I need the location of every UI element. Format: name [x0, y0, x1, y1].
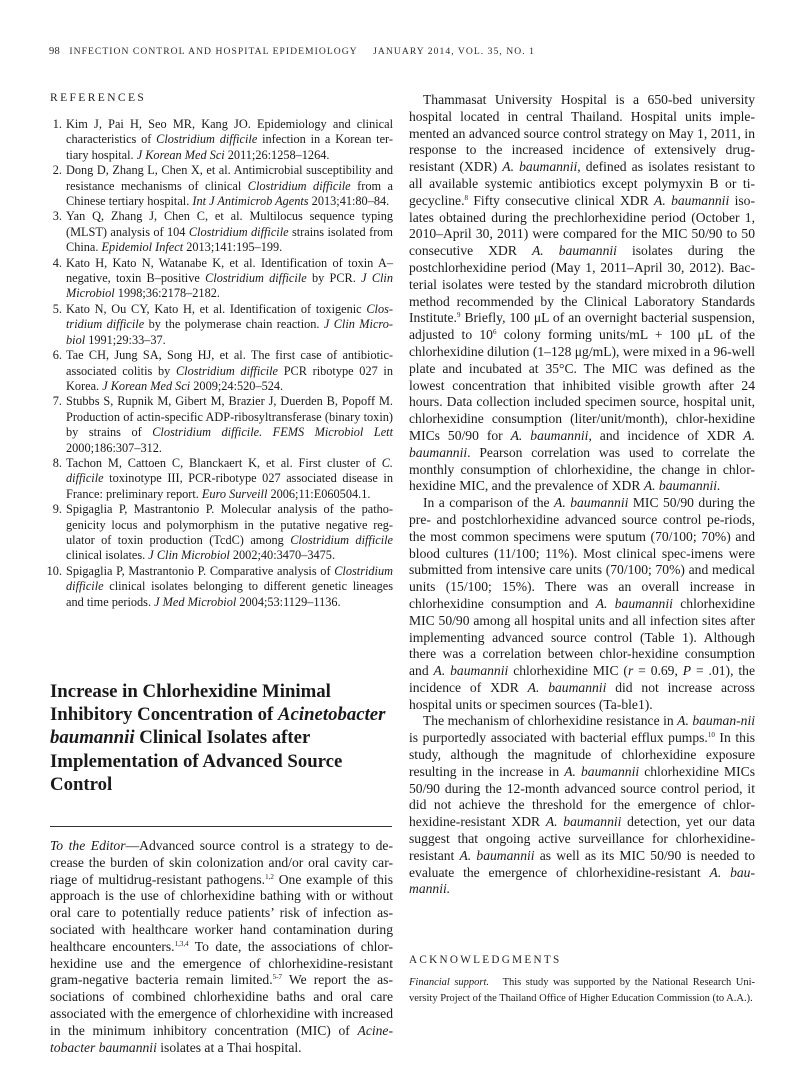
- reference-text: Dong D, Zhang L, Chen X, et al. Antimicrobial susceptibility and resistance mechanisms of clinical Clostridium difficile from a Chinese tertiary hospital. Int J Antimicrob Agents 2013;41:80–84.: [66, 163, 393, 209]
- reference-number: 10.: [46, 563, 62, 578]
- body-paragraph-methods: Thammasat University Hospital is a 650-bed university hospital located in central Thailand. Hospital units imple-mented an advanced source control strategy on May 1, 2011, in response to the increased incidence of extensively drug-resistant (XDR) A. baumannii, defined as isolates resistant to all available systemic antibiotics except polymyxin B or ti-gecycline.$^8$ Fifty consecutive clinical XDR A. baumannii iso-lates obtained during the prechlorhexidine period (October 1, 2010–April 30, 2011) were compared for the MIC 50/90 to 50 consecutive XDR A. baumannii isolates during the postchlorhexidine period (May 1, 2011–April 30, 2012). Bac-terial isolates were tested by the standard microbroth dilution method recommended by the Clinical Laboratory Standards Institute.$^9$ Briefly, 100 μL of an overnight bacterial suspension, adjusted to $10^6$ colony forming units/mL + 100 μL of the chlorhexidine dilution (1–128 μg/mL), were mixed in a 96-well plate and incubated at 35°C. The MIC was defined as the lowest concentration that inhibited visible growth after 24 hours. Data collection included specimen source, hospital unit, chlorhexidine consumption (liter/unit/month), chlor-hexidine MICs 50/90 for A. baumannii, and incidence of XDR A. baumannii. Pearson correlation was used to correlate the monthly consumption of chlorhexidine, the change in chlor-hexidine MIC, and the prevalence of XDR A. baumannii.: [409, 92, 755, 494]
- journal-name: INFECTION CONTROL AND HOSPITAL EPIDEMIOLOGY: [69, 46, 358, 57]
- reference-text: Tae CH, Jung SA, Song HJ, et al. The first case of antibiotic-associated colitis by Clostridium difficile PCR ribotype 027 in Korea. J Korean Med Sci 2009;24:520–524.: [66, 348, 393, 393]
- references-list: [46, 117, 394, 610]
- reference-text: Spigaglia P, Mastrantonio P. Comparative analysis of Clostridium difficile clinical isolates belonging to different genetic lineages and time periods. J Med Microbiol 2004;53:1129–1136.: [66, 563, 393, 609]
- references-heading: REFERENCES: [50, 92, 147, 104]
- reference-number: 7.: [52, 394, 62, 409]
- title-divider: [50, 826, 392, 827]
- issue-info: JANUARY 2014, VOL. 35, NO. 1: [373, 46, 535, 57]
- reference-text: Yan Q, Zhang J, Chen C, et al. Multilocus sequence typing (MLST) analysis of 104 Clostridium difficile strains isolated from China. Epidemiol Infect 2013;141:195–199.: [66, 209, 394, 255]
- body-paragraph-results: In a comparison of the A. baumannii MIC 50/90 during the pre- and postchlorhexidine advanced source control pe-riods, the most common specimens were sputum (70/100; 70%) and blood cultures (11/100; 11%). Most clinical spec-imens were submitted from intensive care units (70/100; 70%) and medical units (15/100; 15%). There was an overall increase in chlorhexidine consumption and A. baumannii chlorhexidine MIC 50/90 among all hospital units and all infection sites after implementing advanced source control (Table 1). Although there was a correlation between chlor-hexidine consumption and A. baumannii chlorhexidine MIC (r = 0.69, P = .01), the incidence of XDR A. baumannii did not increase across hospital units or specimen sources (Ta-ble1).: [409, 495, 756, 712]
- right-column: [409, 92, 755, 1016]
- article-intro-paragraph: To the Editor—Advanced source control is a strategy to de-crease the burden of skin colonization and/or oral cavity car-riage of multidrug-resistant pathogens.$^{1,2}$ One example of this approach is the use of chlorhexidine bathing with or without oral care to potentially reduce patients’ risk of infection as-sociated with healthcare worker hand contamination during healthcare encounters.$^{1,3,4}$ To date, the associations of chlor-hexidine use and the emergence of chlorhexidine-resistant gram-negative bacteria remain limited.$^{5-7}$ We report the as-sociations of combined chlorhexidine baths and oral care associated with the emergence of chlorhexidine with increased in the minimum inhibitory concentration (MIC) of Acine-tobacter baumannii isolates at a Thai hospital.: [50, 838, 393, 1055]
- reference-item: [50, 348, 393, 394]
- reference-item: [50, 302, 393, 348]
- reference-number: 3.: [52, 209, 62, 224]
- reference-number: 6.: [52, 348, 62, 363]
- reference-number: 5.: [52, 301, 62, 316]
- reference-item: [50, 456, 393, 502]
- reference-item: [50, 209, 393, 255]
- reference-number: 8.: [52, 455, 62, 470]
- article-title: Increase in Chlorhexidine Minimal Inhibitory Concentration of Acinetobacter baumannii Clinical Isolates after Implementation of Advanced Source Control: [50, 681, 386, 795]
- reference-item: [50, 394, 393, 456]
- reference-text: Kato N, Ou CY, Kato H, et al. Identification of toxigenic Clos-tridium difficile by the polymerase chain reaction. J Clin Micro-biol 1991;29:33–37.: [66, 301, 394, 347]
- reference-text: Stubbs S, Rupnik M, Gibert M, Brazier J, Duerden B, Popoff M. Production of actin-specific ADP-ribosyltransferase (binary toxin) by strains of Clostridium difficile. FEMS Microbiol Lett 2000;186:307–312.: [66, 394, 394, 455]
- reference-number: 1.: [52, 117, 62, 131]
- reference-text: Kim J, Pai H, Seo MR, Kang JO. Epidemiology and clinical characteristics of Clostridium difficile infection in a Korean ter-tiary hospital. J Korean Med Sci 2011;26:1258–1264.: [66, 117, 393, 162]
- left-column: [46, 92, 394, 1056]
- reference-item: [50, 163, 393, 209]
- page-number: 98: [49, 46, 60, 57]
- reference-text: Spigaglia P, Mastrantonio P. Molecular analysis of the patho-genicity locus and polymorphism in the putative negative reg-ulator of toxin production (TcdC) among Clostridium difficile clinical isolates. J Clin Microbiol 2002;40:3470–3475.: [66, 502, 394, 563]
- reference-item: [50, 117, 393, 163]
- body-paragraph-discussion: The mechanism of chlorhexidine resistance in A. bauman-nii is purportedly associated with bacterial efflux pumps.$^{10}$ In this study, although the magnitude of chlorhexidine exposure resulting in the increase in A. baumannii chlorhexidine MICs 50/90 during the 12-month advanced source control period, it did not achieve the threshold for the emergence of chlor-hexidine-resistant XDR A. baumannii detection, yet our data suggest that ongoing active surveillance for chlorhexidine-resistant A. baumannii as well as its MIC 50/90 is needed to evaluate the emergence of chlorhexidine-resistant A. bau-mannii.: [409, 713, 756, 897]
- financial-support-label: Financial support.: [409, 977, 490, 989]
- reference-item: [50, 256, 393, 302]
- financial-support-text: This study was supported by the National Research Uni-versity Project of the Thailand Office of Higher Education Commission (to A.A.).: [409, 977, 756, 1004]
- reference-number: 4.: [52, 255, 62, 270]
- reference-item: [50, 502, 393, 564]
- reference-item: [46, 563, 393, 610]
- reference-text: Kato H, Kato N, Watanabe K, et al. Identification of toxin A–negative, toxin B–positive Clostridium difficile by PCR. J Clin Microbiol 1998;36:2178–2182.: [66, 255, 393, 301]
- acknowledgments-text: [409, 975, 755, 1006]
- running-head: [49, 46, 535, 57]
- acknowledgments-heading: ACKNOWLEDGMENTS: [409, 954, 562, 967]
- reference-number: 9.: [52, 502, 62, 517]
- reference-number: 2.: [52, 163, 62, 178]
- reference-text: Tachon M, Cattoen C, Blanckaert K, et al. First cluster of C. difficile toxinotype III, PCR-ribotype 027 associated disease in France: preliminary report. Euro Surveill 2006;11:E060504.1.: [66, 455, 393, 501]
